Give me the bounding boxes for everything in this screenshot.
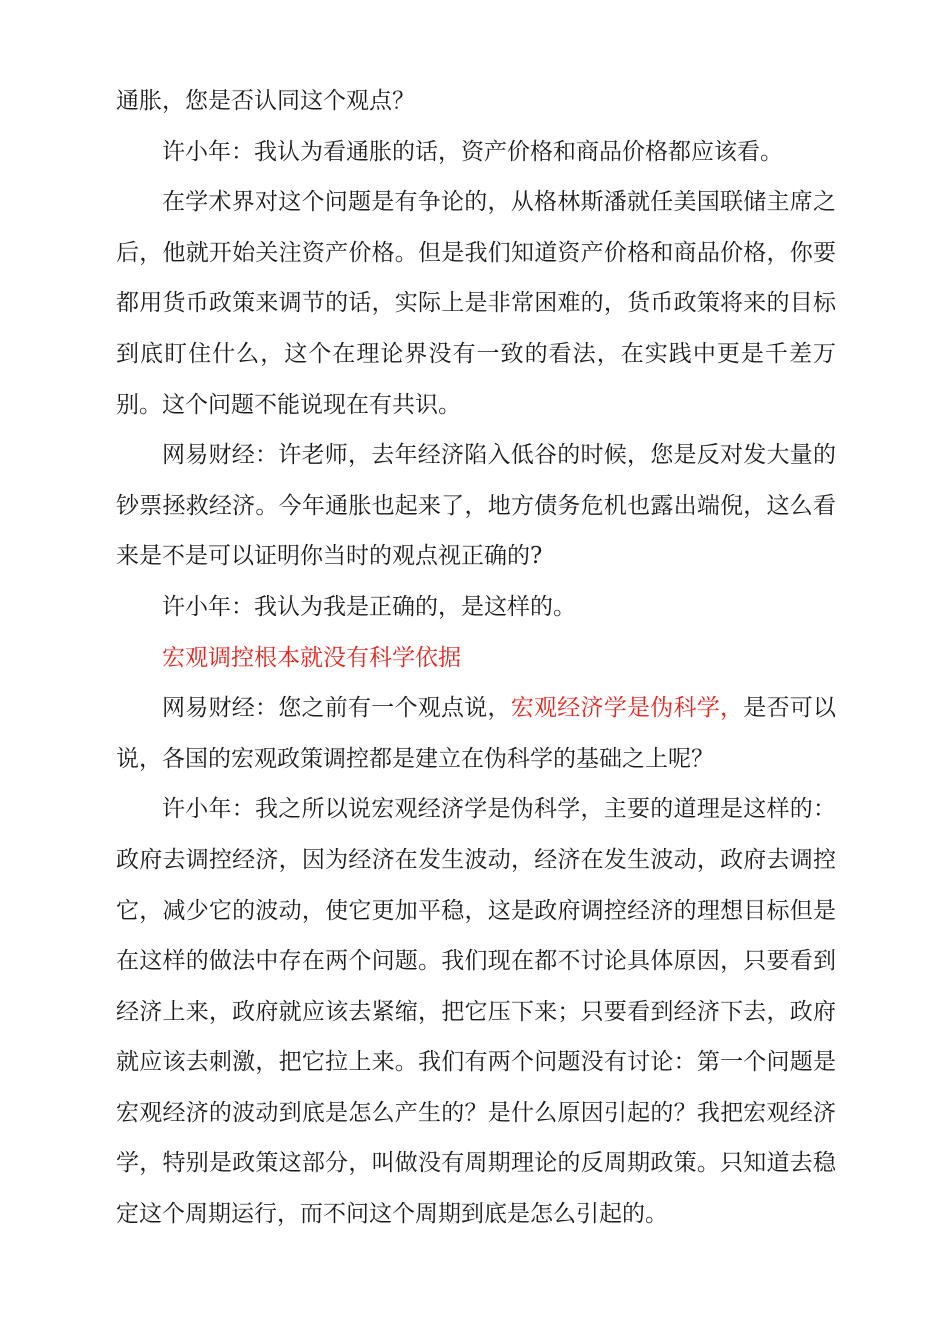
question-tail-text: 是否可以说，各国的宏观政策调控都是建立在伪科学的基础之上呢？ <box>116 695 836 772</box>
paragraph-continuation: 通胀，您是否认同这个观点？ <box>116 88 415 114</box>
highlighted-phrase: 宏观经济学是伪科学， <box>510 695 744 722</box>
paragraph-question-stimulus: 网易财经：许老师，去年经济陷入低谷的时候，您是反对发大量的钞票拯救经济。今年通胀也起来了，地方债务危机也露出端倪，这么看来是不是可以证明你当时的观点视正确的? <box>116 442 836 570</box>
paragraph-academic-debate: 在学术界对这个问题是有争论的，从格林斯潘就任美国联储主席之后，他就开始关注资产价格。但是我们知道资产价格和商品价格，你要都用货币政策来调节的话，实际上是非常困难的，货币政策将来的目标到底盯住什么，这个在理论界没有一致的看法，在实践中更是千差万别。这个问题不能说现在有共识。 <box>116 189 836 418</box>
section-heading: 宏观调控根本就没有科学依据 <box>162 644 461 671</box>
paragraph-answer-correct: 许小年：我认为我是正确的，是这样的。 <box>162 593 576 620</box>
paragraph-answer-inflation: 许小年：我认为看通胀的话，资产价格和商品价格都应该看。 <box>162 138 783 165</box>
paragraph-question-pseudoscience <box>116 683 836 784</box>
document-body <box>116 76 836 1240</box>
question-lead-text: 网易财经：您之前有一个观点说， <box>162 695 511 722</box>
paragraph-answer-pseudoscience: 许小年：我之所以说宏观经济学是伪科学，主要的道理是这样的：政府去调控经济，因为经济在发生波动，经济在发生波动，政府去调控它，减少它的波动，使它更加平稳，这是政府调控经济的理想目标但是在这样的做法中存在两个问题。我们现在都不讨论具体原因，只要看到经济上来，政府就应该去紧缩，把它压下来；只要看到经济下去，政府就应该去刺激，把它拉上来。我们有两个问题没有讨论：第一个问题是宏观经济的波动到底是怎么产生的？是什么原因引起的？我把宏观经济学，特别是政策这部分，叫做没有周期理论的反周期政策。只知道去稳定这个周期运行，而不问这个周期到底是怎么引起的。 <box>116 796 836 1228</box>
